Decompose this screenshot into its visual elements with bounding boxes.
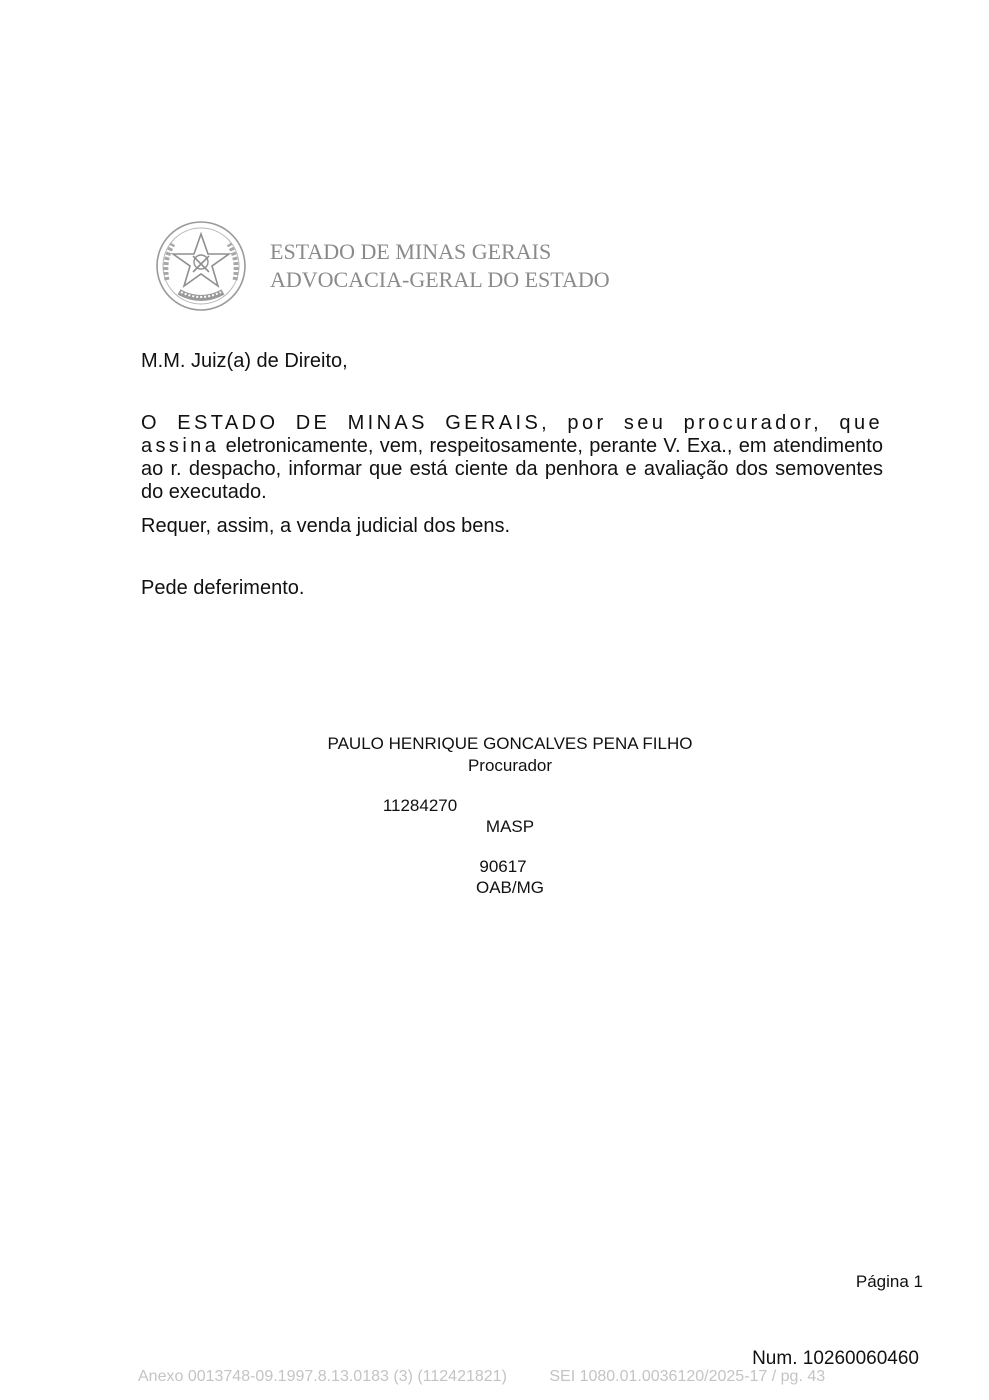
request-paragraph: Requer, assim, a venda judicial dos bens. [141, 515, 511, 537]
masp-number: 11284270 [382, 796, 458, 815]
document-number: Num. 10260060460 [752, 1348, 919, 1369]
petition-paragraph [141, 412, 883, 504]
masp-label: MASP [485, 817, 535, 836]
page-number: Página 1 [855, 1272, 923, 1291]
letterhead-state-name: ESTADO DE MINAS GERAIS [270, 239, 552, 264]
footer-sei-reference: SEI 1080.01.0036120/2025-17 / pg. 43 [549, 1368, 826, 1385]
signer-name: PAULO HENRIQUE GONCALVES PENA FILHO [327, 734, 693, 753]
footer-stamp [138, 1368, 863, 1386]
oab-number: 90617 [479, 857, 527, 876]
petition-paragraph-lead: O ESTADO DE MINAS GERAIS, por seu procurador, que assina [141, 412, 883, 457]
footer-annex-reference: Anexo 0013748-09.1997.8.13.0183 (3) (112421821) [138, 1368, 507, 1385]
salutation: M.M. Juiz(a) de Direito, [141, 350, 348, 372]
oab-label: OAB/MG [475, 878, 544, 897]
letterhead-agency-name: ADVOCACIA-GERAL DO ESTADO [270, 267, 610, 292]
state-coat-of-arms-seal [155, 220, 247, 312]
letterhead [155, 220, 675, 315]
petition-paragraph-rest: eletronicamente, vem, respeitosamente, perante V. Exa., em atendimento ao r. despacho, informar que está ciente da penhora e avaliação dos semoventes do executado. [141, 435, 883, 503]
closing-paragraph: Pede deferimento. [141, 577, 305, 599]
signer-role: Procurador [467, 756, 553, 775]
